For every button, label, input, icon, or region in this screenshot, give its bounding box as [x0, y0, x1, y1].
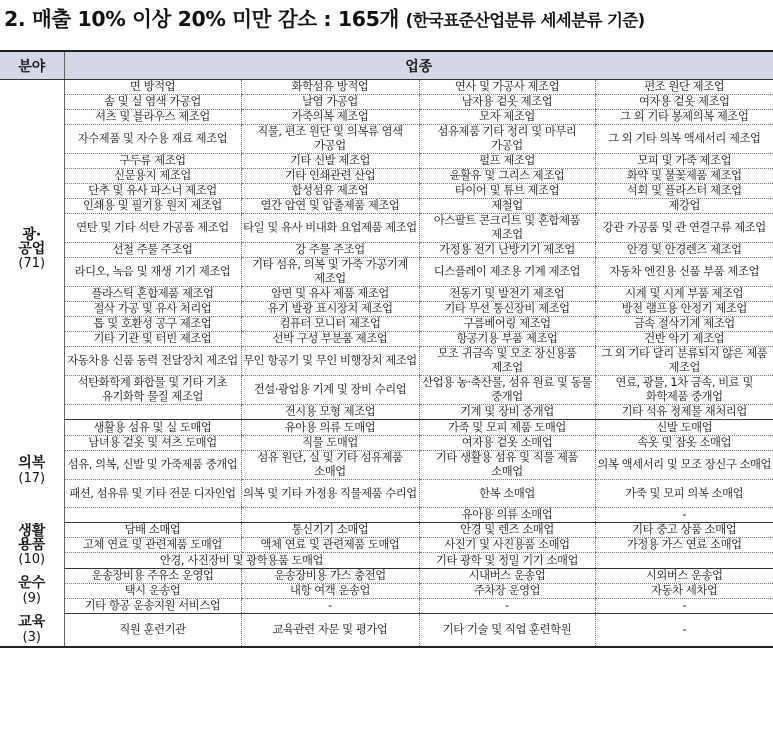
industry-cell: 기타 신발 제조업	[241, 154, 419, 169]
table-row	[0, 287, 773, 302]
industry-cell: 편조 원단 제조업	[595, 80, 773, 95]
industry-cell: 단추 및 유사 파스너 제조업	[64, 184, 241, 199]
table-row	[0, 405, 773, 420]
header-row	[0, 51, 773, 80]
table-row	[0, 110, 773, 125]
table-row	[0, 420, 773, 436]
industry-cell: 연탄 및 기타 석탄 가공품 제조업	[64, 214, 241, 243]
industry-cell: 패션, 섬유류 및 기타 전문 디자인업	[64, 480, 241, 508]
industry-cell: 석탄화학계 화합물 및 기타 기초 유기화학 물질 제조업	[64, 376, 241, 405]
page-title	[4, 2, 645, 32]
industry-cell: 신발 도매업	[595, 420, 773, 436]
industry-cell: 한복 소매업	[419, 480, 595, 508]
industry-cell: -	[241, 599, 419, 614]
industry-cell: 기타 중고 상품 소매업	[595, 523, 773, 538]
title-criteria: (한국표준산업분류 세세분류 기준)	[405, 11, 645, 30]
industry-cell: 남녀용 겉옷 및 셔츠 도매업	[64, 436, 241, 451]
category-cell	[0, 523, 64, 569]
table-row	[0, 553, 773, 569]
industry-cell: 유아용 의류 도매업	[241, 420, 419, 436]
industry-cell: 그 외 기타 달리 분류되지 않은 제품 제조업	[595, 347, 773, 376]
industry-cell: 기타 생활용 섬유 및 직물 제품 소매업	[419, 451, 595, 480]
industry-cell: 절삭 가공 및 유사 처리업	[64, 302, 241, 317]
industry-cell: 솜 및 실 염색 가공업	[64, 95, 241, 110]
industry-cell: 여자용 겉옷 제조업	[595, 95, 773, 110]
category-cell	[0, 569, 64, 614]
industry-cell: 주차장 운영업	[419, 584, 595, 599]
industry-cell: 자동차 세차업	[595, 584, 773, 599]
table-row	[0, 243, 773, 258]
industry-cell: 윤활유 및 그리스 제조업	[419, 169, 595, 184]
industry-cell: 기타 기술 및 직업 훈련학원	[419, 614, 595, 647]
industry-cell: 기타 인쇄관련 산업	[241, 169, 419, 184]
category-name: 교육	[18, 613, 46, 630]
industry-cell: 기계 및 장비 중개업	[419, 405, 595, 420]
industry-cell: 안경, 사진장비 및 광학용품 도매업	[64, 553, 419, 569]
industry-cell: -	[595, 508, 773, 523]
industry-cell: 시내버스 운송업	[419, 569, 595, 584]
category-count: (3)	[22, 629, 41, 645]
industry-cell: 섬유, 의복, 신발 및 가죽제품 중개업	[64, 451, 241, 480]
industry-cell: 의복 및 기타 가정용 직물제품 수리업	[241, 480, 419, 508]
table-row	[0, 538, 773, 553]
industry-cell: 시계 및 시계 부품 제조업	[595, 287, 773, 302]
industry-cell: 전시용 모형 제조업	[241, 405, 419, 420]
industry-cell: 택시 운송업	[64, 584, 241, 599]
industry-cell: 가정용 전기 난방기기 제조업	[419, 243, 595, 258]
category-cell	[0, 80, 64, 420]
industry-cell: 제철업	[419, 199, 595, 214]
industry-cell: 펄프 제조업	[419, 154, 595, 169]
industry-cell: 사진기 및 사진용품 소매업	[419, 538, 595, 553]
industry-cell: 속옷 및 잠옷 소매업	[595, 436, 773, 451]
industry-cell: -	[595, 599, 773, 614]
industry-cell: 그 외 기타 봉제의복 제조업	[595, 110, 773, 125]
industry-cell	[595, 553, 773, 569]
industry-cell: 액체 연료 및 관련제품 도매업	[241, 538, 419, 553]
table-row	[0, 614, 773, 647]
industry-cell: 구름베어링 제조업	[419, 317, 595, 332]
table-body	[0, 80, 773, 647]
industry-cell: 가죽의복 제조업	[241, 110, 419, 125]
industry-cell: 제강업	[595, 199, 773, 214]
table-row	[0, 317, 773, 332]
industry-cell: 운송장비용 가스 충전업	[241, 569, 419, 584]
table-row	[0, 258, 773, 287]
table-row	[0, 451, 773, 480]
industry-cell: 화학섬유 방적업	[241, 80, 419, 95]
header-field: 분야	[0, 51, 64, 80]
table-row	[0, 184, 773, 199]
industry-cell: 열간 압연 및 압출제품 제조업	[241, 199, 419, 214]
industry-cell: 선박 구성 부분품 제조업	[241, 332, 419, 347]
category-cell	[0, 420, 64, 523]
industry-cell: 자동차 엔진용 신품 부품 제조업	[595, 258, 773, 287]
industry-cell: -	[595, 614, 773, 647]
industry-cell: 통신기기 소매업	[241, 523, 419, 538]
industry-cell: 합성섬유 제조업	[241, 184, 419, 199]
table-row	[0, 508, 773, 523]
table-row	[0, 169, 773, 184]
industry-cell: 화약 및 불꽃제품 제조업	[595, 169, 773, 184]
industry-cell: 안경 및 렌즈 소매업	[419, 523, 595, 538]
category-count: (17)	[18, 471, 46, 486]
industry-cell	[64, 508, 241, 523]
industry-cell: 시외버스 운송업	[595, 569, 773, 584]
industry-cell: 유아용 의류 소매업	[419, 508, 595, 523]
industry-cell: 직원 훈련기관	[119, 622, 186, 636]
industry-cell	[241, 508, 419, 523]
industry-cell: 무인 항공기 및 무인 비행장치 제조업	[241, 347, 419, 376]
table-row	[0, 199, 773, 214]
industry-cell: 타일 및 유사 비내화 요업제품 제조업	[241, 214, 419, 243]
category-count: (9)	[22, 591, 41, 606]
table-row	[0, 347, 773, 376]
industry-cell: 라디오, 녹음 및 재생 기기 제조업	[64, 258, 241, 287]
industry-cell: 운송장비용 주유소 운영업	[64, 569, 241, 584]
table-row	[0, 95, 773, 110]
category-name: 광·공업	[18, 226, 46, 257]
industry-cell: 석회 및 플라스터 제조업	[595, 184, 773, 199]
category-cell	[0, 614, 64, 647]
industry-cell: 면 방적업	[64, 80, 241, 95]
industry-cell: 항공기용 부품 제조업	[419, 332, 595, 347]
industry-cell: -	[419, 599, 595, 614]
industry-cell: 건설·광업용 기계 및 장비 수리업	[241, 376, 419, 405]
industry-cell: 기타 섬유, 의복 및 가죽 가공기계 제조업	[241, 258, 419, 287]
industry-cell: 선철 주물 주조업	[64, 243, 241, 258]
industry-cell: 연사 및 가공사 제조업	[419, 80, 595, 95]
industry-cell: 의복 액세서리 및 모조 장신구 소매업	[595, 451, 773, 480]
industry-cell: 직물, 편조 원단 및 의복류 염색 가공업	[241, 125, 419, 154]
industry-cell: 전동기 및 발전기 제조업	[419, 287, 595, 302]
category-name: 생활용품	[18, 522, 46, 553]
industry-cell: 섬유 원단, 실 및 기타 섬유제품 소매업	[241, 451, 419, 480]
category-name: 운수	[18, 575, 46, 591]
industry-cell: 연료, 광물, 1차 금속, 비료 및 화학제품 중개업	[595, 376, 773, 405]
industry-cell: 방전 램프용 안정기 제조업	[595, 302, 773, 317]
industry-cell: 가정용 가스 연료 소매업	[595, 538, 773, 553]
industry-cell: 신문용지 제조업	[64, 169, 241, 184]
table-row	[0, 523, 773, 538]
industry-cell: 모조 귀금속 및 모조 장신용품 제조업	[419, 347, 595, 376]
industry-cell: 자동차용 신품 동력 전달장치 제조업	[64, 347, 241, 376]
table-row	[0, 436, 773, 451]
industry-cell: 셔츠 및 블라우스 제조업	[64, 110, 241, 125]
industry-cell: 담배 소매업	[64, 523, 241, 538]
table-row	[0, 376, 773, 405]
industry-cell: 기타 광학 및 정밀 기기 소매업	[419, 553, 595, 569]
industry-cell: 직물 도매업	[241, 436, 419, 451]
category-count: (71)	[18, 255, 46, 271]
table-row	[0, 302, 773, 317]
industry-table	[0, 50, 773, 648]
header-industry: 업종	[64, 51, 773, 80]
industry-cell: 기타 기관 및 터빈 제조업	[64, 332, 241, 347]
table-row	[0, 599, 773, 614]
industry-cell: 모피 및 가죽 제조업	[595, 154, 773, 169]
industry-cell: 컴퓨터 모니터 제조업	[241, 317, 419, 332]
industry-cell: 구두류 제조업	[64, 154, 241, 169]
table-row	[0, 80, 773, 95]
industry-cell: 디스플레이 제조용 기계 제조업	[419, 258, 595, 287]
table-row	[0, 480, 773, 508]
industry-cell: 고체 연료 및 관련제품 도매업	[64, 538, 241, 553]
industry-cell: 내항 여객 운송업	[241, 584, 419, 599]
industry-cell: 암면 및 유사 제품 제조업	[241, 287, 419, 302]
industry-cell: 유기 발광 표시장치 제조업	[241, 302, 419, 317]
industry-cell: 건반 악기 제조업	[595, 332, 773, 347]
table-row	[0, 214, 773, 243]
table-row	[0, 332, 773, 347]
industry-cell: 생활용 섬유 및 실 도매업	[64, 420, 241, 436]
industry-cell: 모자 제조업	[419, 110, 595, 125]
industry-cell: 섬유제품 기타 정리 및 마무리 가공업	[419, 125, 595, 154]
industry-cell	[64, 405, 241, 420]
industry-cell: 인쇄용 및 필기용 원지 제조업	[64, 199, 241, 214]
table-row	[0, 125, 773, 154]
industry-cell: 기타 무선 통신장비 제조업	[419, 302, 595, 317]
table-row	[0, 154, 773, 169]
industry-cell: 자수제품 및 자수용 재료 제조업	[64, 125, 241, 154]
industry-cell: 플라스틱 혼합제품 제조업	[64, 287, 241, 302]
industry-cell: 타이어 및 튜브 제조업	[419, 184, 595, 199]
industry-cell: 기타 항공 운송지원 서비스업	[64, 599, 241, 614]
industry-cell: 금속 절삭기계 제조업	[595, 317, 773, 332]
industry-cell: 그 외 기타 의복 액세서리 제조업	[595, 125, 773, 154]
industry-cell: 날염 가공업	[241, 95, 419, 110]
industry-cell: 여자용 겉옷 소매업	[419, 436, 595, 451]
industry-cell: 강관 가공품 및 관 연결구류 제조업	[595, 214, 773, 243]
industry-cell: 강 주물 주조업	[241, 243, 419, 258]
industry-cell: 가죽 및 모피 의복 소매업	[595, 480, 773, 508]
industry-cell: 톱 및 호환성 공구 제조업	[64, 317, 241, 332]
industry-cell: 남자용 겉옷 제조업	[419, 95, 595, 110]
table-row	[0, 584, 773, 599]
industry-cell: 산업용 농·축산물, 섬유 원료 및 동물 중개업	[419, 376, 595, 405]
table-row	[0, 569, 773, 584]
industry-cell: 가죽 및 모피 제품 도매업	[419, 420, 595, 436]
industry-cell: 교육관련 자문 및 평가업	[241, 614, 419, 647]
title-main: 2. 매출 10% 이상 20% 미만 감소 : 165개	[4, 7, 399, 31]
industry-cell: 안경 및 안경렌즈 제조업	[595, 243, 773, 258]
category-name: 의복	[18, 455, 46, 471]
industry-cell: 기타 석유 정제물 재처리업	[595, 405, 773, 420]
industry-cell: 아스팔트 콘크리트 및 혼합제품 제조업	[419, 214, 595, 243]
category-count: (10)	[18, 551, 46, 567]
